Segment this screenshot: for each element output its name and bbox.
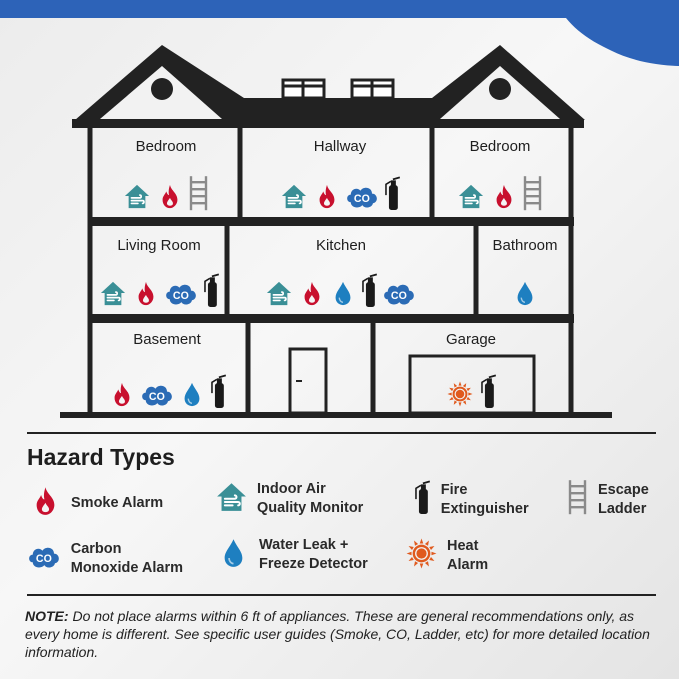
legend-item-co — [27, 540, 183, 578]
legend-label: Extinguisher — [440, 500, 529, 517]
extinguisher-icon — [210, 373, 234, 415]
house-structure — [60, 45, 612, 418]
room-label-hallway: Hallway — [313, 138, 367, 155]
co-icon — [382, 280, 424, 314]
legend-item-ladder — [567, 479, 649, 520]
extinguisher-icon — [384, 175, 408, 217]
air-quality-icon — [100, 280, 136, 314]
water-icon — [179, 381, 213, 415]
extinguisher-icon — [414, 479, 431, 520]
legend-label: Water Leak + — [259, 537, 349, 553]
legend-label: Smoke Alarm — [71, 494, 164, 511]
legend-label: Escape — [598, 481, 649, 498]
svg-text:CO: CO — [172, 289, 189, 302]
legend-item-air-quality — [216, 480, 363, 518]
fire-icon — [314, 183, 348, 217]
ladder-icon — [188, 175, 216, 217]
note — [25, 607, 665, 661]
front-door — [290, 349, 326, 413]
air-quality-icon — [281, 183, 317, 217]
air-quality-icon — [124, 183, 160, 217]
room-label-bedroom: Bedroom — [469, 138, 531, 155]
legend-item-water — [218, 536, 368, 574]
legend-label: Fire — [440, 481, 468, 498]
svg-text:CO: CO — [148, 390, 165, 403]
ladder-icon — [567, 479, 588, 520]
co-icon — [345, 183, 387, 217]
water-icon — [330, 280, 364, 314]
legend-title: Hazard Types — [27, 444, 175, 470]
divider-bottom — [27, 594, 656, 596]
legend-label: Ladder — [598, 500, 647, 517]
dormer-window-left — [283, 80, 324, 98]
legend-item-extinguisher — [414, 479, 529, 520]
legend-label: Quality Monitor — [257, 500, 364, 516]
svg-text:CO: CO — [390, 289, 407, 302]
legend-label: Freeze Detector — [259, 556, 368, 572]
heat-icon — [447, 381, 483, 415]
ladder-icon — [522, 175, 550, 217]
fire-icon — [299, 280, 333, 314]
room-label-kitchen: Kitchen — [315, 237, 367, 254]
note-label: NOTE: — [25, 608, 69, 624]
fire-icon — [157, 183, 191, 217]
svg-text:CO: CO — [353, 192, 370, 205]
legend-label: Alarm — [447, 557, 489, 573]
fire-icon — [133, 280, 167, 314]
fire-icon — [109, 381, 143, 415]
room-label-basement: Basement — [133, 331, 201, 348]
water-icon — [218, 537, 249, 573]
co-icon — [27, 543, 61, 575]
co-icon — [164, 280, 206, 314]
attic-window-right — [489, 78, 511, 100]
extinguisher-icon — [480, 373, 504, 415]
heat-icon — [406, 538, 437, 574]
legend-label: Monoxide Alarm — [70, 560, 184, 576]
legend-label: Indoor Air — [257, 481, 326, 497]
room-label-bedroom: Bedroom — [135, 138, 197, 155]
co-icon — [140, 381, 182, 415]
room-label-bathroom: Bathroom — [492, 237, 558, 254]
dormer-window-right — [352, 80, 393, 98]
divider-top — [27, 432, 656, 434]
legend-label: Heat — [447, 538, 479, 554]
room-label-living-room: Living Room — [117, 237, 201, 254]
room-label-garage: Garage — [445, 331, 497, 348]
legend-item-fire — [30, 485, 163, 521]
svg-text:CO: CO — [35, 552, 52, 565]
extinguisher-icon — [203, 272, 227, 314]
note-text: Do not place alarms within 6 ft of appliances. These are general recommendations only, as every home is different. See specific user guides (Smoke, CO, Ladder, etc) for more detailed location information. — [25, 608, 650, 660]
fire-icon — [30, 485, 61, 521]
attic-window-left — [151, 78, 173, 100]
water-icon — [512, 280, 546, 314]
air-quality-icon — [266, 280, 302, 314]
legend-item-heat — [406, 537, 488, 575]
fire-icon — [491, 183, 525, 217]
air-quality-icon — [216, 481, 247, 517]
legend-label: Carbon — [70, 541, 122, 557]
air-quality-icon — [458, 183, 494, 217]
